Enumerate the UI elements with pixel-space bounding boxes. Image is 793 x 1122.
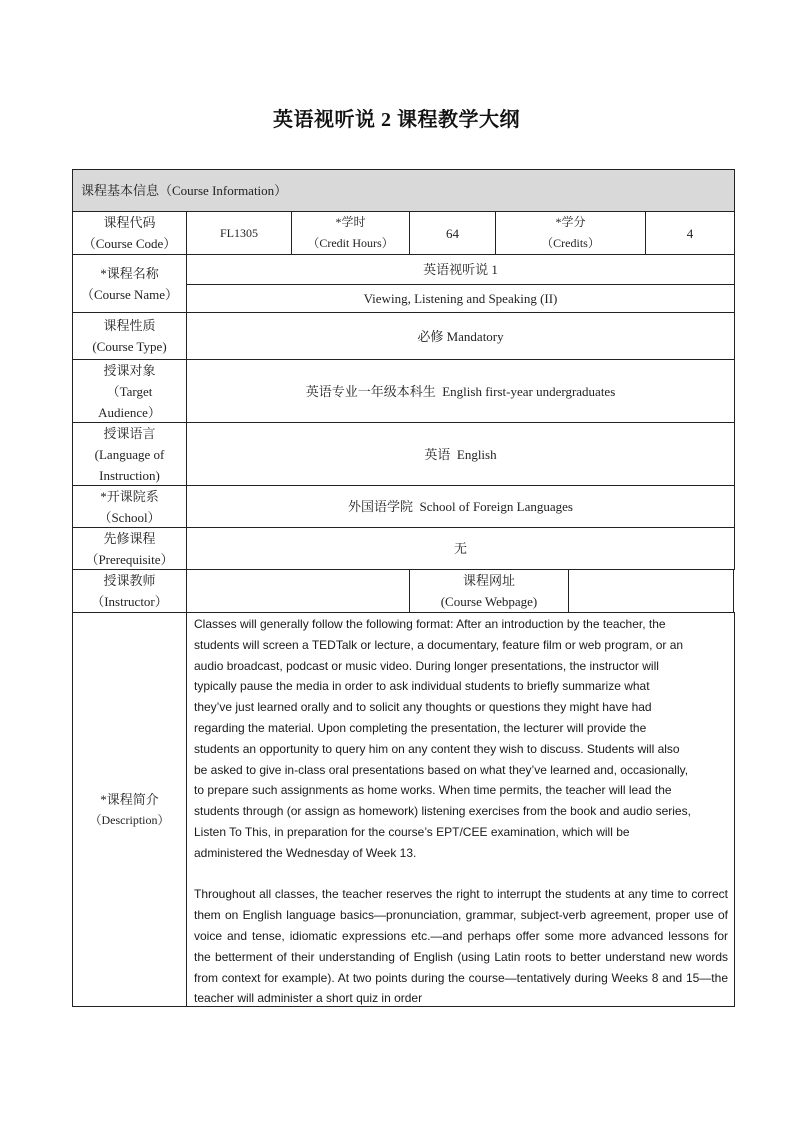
target-audience-value: 英语专业一年级本科生 English first-year undergraduates xyxy=(186,359,735,423)
course-code-value: FL1305 xyxy=(186,211,292,255)
paragraph-spacer xyxy=(194,864,728,885)
webpage-label: 课程网址 (Course Webpage) xyxy=(409,569,569,613)
course-code-label: 课程代码 （Course Code） xyxy=(72,211,187,255)
description-body xyxy=(186,612,735,1007)
webpage-value[interactable] xyxy=(568,569,734,613)
course-name-cn-value: 英语视听说 1 xyxy=(186,254,735,285)
description-paragraph-2: Throughout all classes, the teacher reserves the right to interrupt the students at any time to correct them on English language basics—pronunciation, grammar, subject-verb agreement, proper use of voice and tense, idiomatic expressions etc.—and perhaps offer some more advanced lessons for the betterment of their understanding of English (using Latin roots to better understand new words from context for example). At two points during the course—tentatively during Weeks 8 and 15—the teacher will administer a short quiz in order xyxy=(194,887,728,1006)
instructor-label: 授课教师 （Instructor） xyxy=(72,569,187,613)
description-line: audio broadcast, podcast or music video. During longer presentations, the instructor will xyxy=(194,658,659,673)
course-type-label: 课程性质 (Course Type) xyxy=(72,312,187,360)
school-value: 外国语学院 School of Foreign Languages xyxy=(186,485,735,528)
credit-hours-label: *学时 （Credit Hours） xyxy=(291,211,410,255)
description-line: Classes will generally follow the following format: After an introduction by the teacher, the xyxy=(194,617,666,631)
description-label: *课程简介 （Description） xyxy=(72,612,187,1007)
description-line: they’ve just learned orally and to solicit any thoughts or questions they might have had xyxy=(194,700,652,715)
school-label: *开课院系 （School） xyxy=(72,485,187,528)
description-line: to prepare such assignments as home works. When time permits, the teacher will lead the xyxy=(194,783,672,798)
description-line: students an opportunity to query him on any content they wish to discuss. Students will also xyxy=(194,741,680,756)
language-value: 英语 English xyxy=(186,422,735,486)
prerequisite-label: 先修课程 （Prerequisite） xyxy=(72,527,187,570)
description-line: students will screen a TEDTalk or lecture, a documentary, feature film or web program, or an xyxy=(194,637,684,652)
language-label: 授课语言 (Language of Instruction) xyxy=(72,422,187,486)
section-header xyxy=(72,169,735,212)
credits-value: 4 xyxy=(645,211,735,255)
target-audience-label: 授课对象 （Target Audience） xyxy=(72,359,187,423)
description-line: regarding the material. Upon completing the presentation, the lecturer will provide the xyxy=(194,720,647,735)
course-name-en-value: Viewing, Listening and Speaking (II) xyxy=(186,284,735,313)
section-header-label: 课程基本信息（Course Information） xyxy=(81,183,288,198)
description-line: Listen To This, in preparation for the course’s EPT/CEE examination, which will be xyxy=(194,824,630,839)
instructor-value xyxy=(186,569,410,613)
description-line: typically pause the media in order to ask individual students to briefly summarize what xyxy=(194,679,650,694)
description-line: administered the Wednesday of Week 13. xyxy=(194,845,417,860)
course-type-value: 必修 Mandatory xyxy=(186,312,735,360)
course-name-label: *课程名称 （Course Name） xyxy=(72,254,187,313)
credit-hours-value: 64 xyxy=(409,211,496,255)
description-line: be asked to give in-class oral presentations based on what they’ve learned and, occasionally, xyxy=(194,762,689,777)
description-line: students through (or assign as homework) listening exercises from the book and audio series, xyxy=(194,804,691,819)
document-title: 英语视听说 2 课程教学大纲 xyxy=(273,109,520,131)
credits-label: *学分 （Credits） xyxy=(495,211,646,255)
prerequisite-value: 无 xyxy=(186,527,735,570)
